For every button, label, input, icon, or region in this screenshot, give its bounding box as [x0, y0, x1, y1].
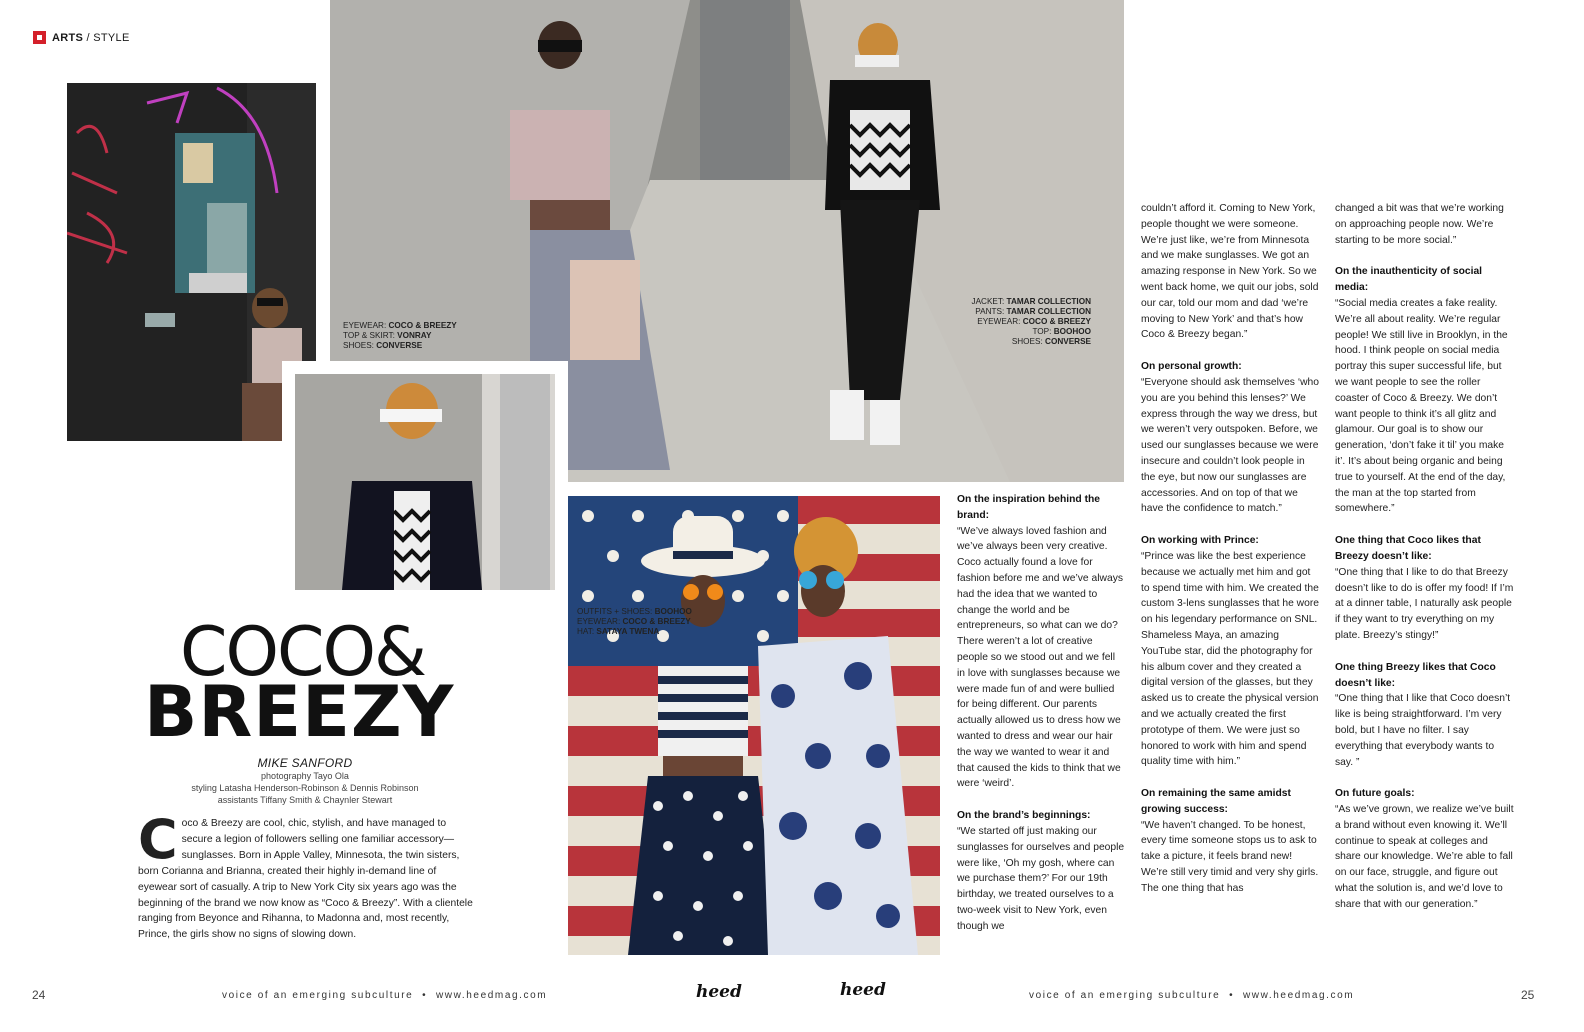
qa-body: “We haven’t changed. To be honest, every time someone stops us to ask to take a picture, it feels brand new! We’re still very timid and very shy girls. The one thing that has	[1141, 819, 1319, 894]
drop-cap: C	[138, 808, 178, 871]
qa-heading: On working with Prince:	[1141, 535, 1259, 547]
article-title-line2: BREEZY	[144, 671, 455, 753]
qa-block	[1335, 201, 1515, 248]
section-category: ARTS	[52, 31, 84, 44]
qa-body: changed a bit was that we’re working on approaching people now. We’re starting to be more social.”	[1335, 203, 1504, 246]
section-separator: /	[86, 31, 90, 44]
footer-logo-right: heed	[840, 980, 886, 1000]
section-square-icon	[33, 31, 46, 44]
article-column-3	[1335, 201, 1515, 929]
author-name: MIKE SANFORD	[257, 756, 353, 770]
qa-heading: On the inauthenticity of social media:	[1335, 266, 1483, 294]
caption-line: SHOES: CONVERSE	[343, 341, 423, 350]
credit-photography: photography Tayo Ola	[261, 771, 349, 781]
qa-block	[1335, 533, 1515, 644]
qa-heading: On the inspiration behind the brand:	[957, 494, 1101, 521]
qa-body: “We’ve always loved fashion and we’ve always been very creative. Coco actually found a love for fashion before me and we’ve always had the idea that we wanted to change the world and be entrepreneurs, so what can we do? There weren’t a lot of creative people so we stood out and we fell in love with sunglasses because we were made fun of and were bullied for being different. Our parents actually allowed us to dress how we wanted to dress and wear our hair the way we wanted to wear it and that caused the kids to think that we were ‘weird’.	[957, 525, 1123, 790]
intro-paragraph	[138, 808, 473, 943]
article-column-1	[957, 492, 1125, 951]
credits-block	[140, 756, 470, 806]
caption-line: HAT: SATAYA TWENA	[577, 627, 660, 636]
section-tag	[33, 31, 130, 44]
section-sub: STYLE	[93, 31, 130, 44]
caption-line: JACKET: TAMAR COLLECTION	[971, 297, 1091, 306]
qa-body: “One thing that I like to do that Breezy doesn’t like to do is offer my food! If I’m at a dinner table, I naturally ask people if they want to try everything on my plate. Breezy’s stingy!”	[1335, 566, 1514, 641]
qa-body: “Prince was like the best experience because we actually met him and got to spend time with him. We created the custom 3-lens sunglasses that he wore on his legendary performance on SNL. Shameless Maya, an amazing YouTube star, did the photography for his album cover and they created a digital version of the glasses, but they asked us to create the physical version and we actually created the first prototype of them. We were just so honored to work with him and spend quality time with him.”	[1141, 550, 1319, 768]
qa-heading: On personal growth:	[1141, 361, 1242, 373]
credit-styling: styling Latasha Henderson-Robinson & Dennis Robinson	[191, 783, 419, 793]
caption-line: SHOES: CONVERSE	[1011, 337, 1091, 346]
qa-body: “Social media creates a fake reality. We’re all about reality. We’re regular people! We still live in Brooklyn, in the hood. I think people on social media portray this super successful life, but we want people to see the roller coaster of Coco & Breezy. We don’t want people to think it’s all glitz and glamour. Our goal is to show our generation, ‘don’t fake it til’ you make it’. It’s about being organic and being true to yourself. At the end of the day, the man at the top started from somewhere.”	[1335, 297, 1508, 515]
article-title-line1: COCO&	[180, 613, 426, 692]
article-column-2	[1141, 201, 1321, 913]
qa-block	[1335, 786, 1515, 912]
qa-heading: On the brand’s beginnings:	[957, 810, 1091, 822]
qa-block	[1335, 264, 1515, 517]
footer-tagline-left: voice of an emerging subculture • www.heedmag.com	[222, 990, 548, 1001]
caption-line: TOP & SKIRT: VONRAY	[343, 331, 432, 340]
qa-heading: One thing that Coco likes that Breezy doesn’t like:	[1335, 535, 1481, 562]
qa-heading: On remaining the same amidst growing success:	[1141, 788, 1291, 815]
caption-line: PANTS: TAMAR COLLECTION	[975, 307, 1091, 316]
qa-block	[1141, 201, 1321, 343]
caption-line: OUTFITS + SHOES: BOOHOO	[577, 607, 692, 616]
caption-line: EYEWEAR: COCO & BREEZY	[343, 321, 457, 330]
caption-line: TOP: BOOHOO	[1032, 327, 1091, 336]
footer-tagline-right: voice of an emerging subculture • www.heedmag.com	[1029, 990, 1355, 1001]
qa-heading: One thing Breezy likes that Coco doesn’t like:	[1335, 661, 1496, 689]
qa-body: couldn’t afford it. Coming to New York, people thought we were someone. We’re just like, we’re from Minnesota and we make sunglasses. We got an amazing response in New York. So we went back home, we quit our jobs, sold our car, told our mom and dad ‘we’re moving to New York’ and that’s how Coco & Breezy began.”	[1141, 203, 1319, 341]
qa-block	[957, 492, 1125, 792]
credit-assistants: assistants Tiffany Smith & Chaynler Stewart	[217, 795, 393, 805]
qa-block	[1141, 533, 1321, 770]
photo-jacket-portrait	[282, 361, 568, 601]
qa-body: “We started off just making our sunglasses for ourselves and people were like, ‘Oh my gosh, where can we purchase them?’ For our 19th birthday, we treated ourselves to a two-week visit to New York, even though we	[957, 825, 1125, 932]
caption-line: EYEWEAR: COCO & BREEZY	[577, 617, 691, 626]
qa-block	[957, 808, 1125, 934]
photo-graffiti-door	[67, 83, 316, 441]
qa-block	[1141, 786, 1321, 897]
qa-block	[1141, 359, 1321, 517]
page-number-right: 25	[1521, 988, 1535, 1002]
caption-photo-alley-right	[930, 297, 1091, 347]
qa-body: “Everyone should ask themselves ‘who you are you behind this lenses?’ We express through the way we dress, but we weren’t very outspoken. Before, we used our sunglasses because we were insecure and couldn’t look people in the eye, but now our sunglasses are accessories. And on top of that we have the confidence to match.”	[1141, 376, 1319, 515]
intro-text: oco & Breezy are cool, chic, stylish, and have managed to secure a legion of followers selling one familiar accessory—sunglasses. Born in Apple Valley, Minnesota, the twin sisters, born Corianna and Brianna, created their highly in-demand line of eyewear sort of casually. A trip to New York City six years ago was the beginning of the brand we now know as “Coco & Breezy”. With a clientele ranging from Beyonce and Rihanna, to Madonna and, most recently, Prince, the girls show no signs of slowing down.	[138, 818, 473, 941]
qa-body: “One thing that I like that Coco doesn’t like is being straightforward. I’m very bold, but I have no filter. I say everything that everybody wants to say. ”	[1335, 693, 1511, 768]
qa-block	[1335, 660, 1515, 771]
qa-body: “As we’ve grown, we realize we’ve built a brand without even knowing it. We’ll continue to speak at colleges and share our knowledge. We’re able to fall on our face, struggle, and figure out what the solution is, and we’d love to share that with our generation.”	[1335, 804, 1514, 910]
photo-flag-duo	[568, 496, 940, 955]
qa-heading: On future goals:	[1335, 788, 1415, 800]
caption-photo-alley-left	[343, 321, 457, 351]
caption-line: EYEWEAR: COCO & BREEZY	[977, 317, 1091, 326]
footer-logo-left: heed	[696, 982, 742, 1002]
caption-photo-flag	[577, 607, 692, 637]
page-number-left: 24	[32, 988, 46, 1002]
